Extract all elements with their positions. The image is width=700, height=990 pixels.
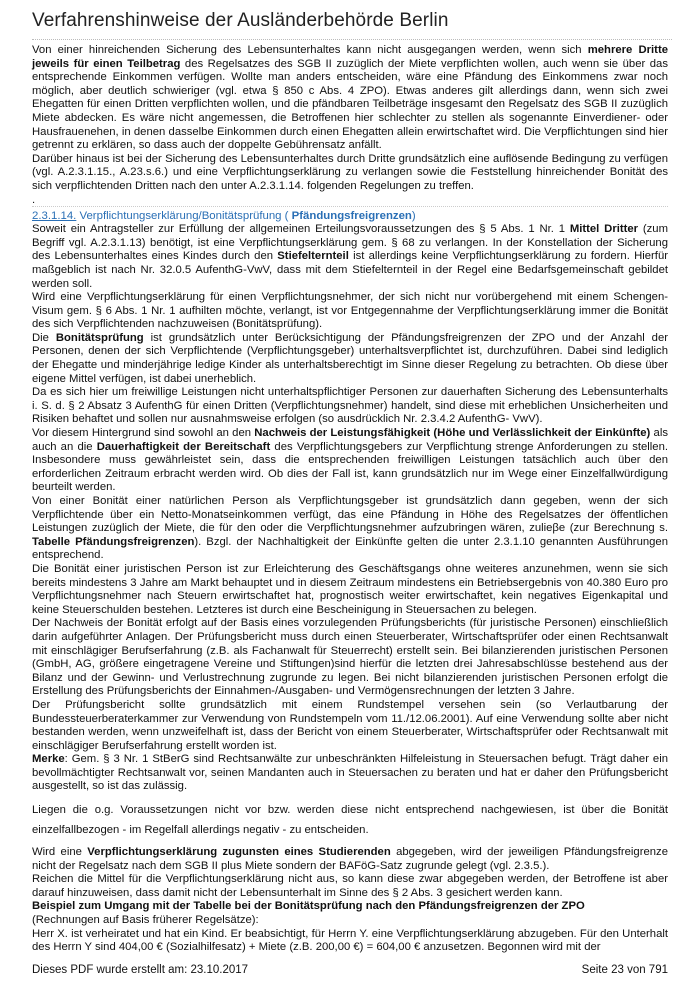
text-run: ). Bzgl. der Nachhaltigkeit der Einkünfte gelten die unter 2.3.1.10 genannten Ausführungen entsprechend.: [32, 535, 668, 562]
paragraph: Der Prüfungsbericht sollte grundsätzlich mit einem Rundstempel versehen sein (so Verlautbarung der Bundessteuerberaterkammer zur Verwendung von Rundstempeln vom 11./12.06.2001). Auf eine Verwendung sollte aber nicht bestanden werden, wenn unzweifelhaft ist, dass der Bericht von einem Steuerberater, Wirtschaftsprüfer oder Rechtsanwalt mit einschlägiger Berufserfahrung erstellt worden ist.: [32, 698, 668, 752]
text-run: (zum Begriff vgl. A.2.3.1.13) benötigt, ist eine Verpflichtungserklärung gem. § 68 zu verlangen. In der Konstellation der Sicherung des Lebensunterhaltes eines Kindes durch den: [32, 223, 668, 263]
footer-page-number: Seite 23 von 791: [581, 964, 668, 976]
bold-text: Bonitätsprüfung: [55, 331, 144, 344]
paragraph: Der Nachweis der Bonität erfolgt auf der Basis eines vorzulegenden Prüfungsberichts (für juristische Personen) einschließlich darin aufgeführter Anlagen. Der Prüfungsbericht muss durch einen Steuerberater, Wirtschaftsprüfer oder einen Rechtsanwalt mit einschlägiger Berufserfahrung (z.B. als Fachanwalt für Steuerrecht) erstellt sein. Bei bilanzierenden juristischen Personen (GmbH, AG, größere eingetragene Vereine und Stiftungen)sind hierfür die letzten drei Jahresabschlüsse bestehend aus der Bilanz und der Gewinn- und Verlustrechnung zugrunde zu legen. Bei nicht bilanzierenden juristischen Personen erfolgt die Erstellung des Prüfungsberichts der Einnahmen-/Ausgaben- und Vermögensrechnungen der letzten 3 Jahre.: [32, 617, 668, 698]
paragraph: Herr X. ist verheiratet und hat ein Kind. Er beabsichtigt, für Herrn Y. eine Verpflichtungserklärung abzugeben. Für den Unterhalt des Herrn Y sind 404,00 € (Sozialhilfesatz) + Miete (z.B. 200,00 €) = 604,00 € anzusetzen. Begonnen wird mit der: [32, 927, 668, 954]
section-title: Verpflichtungserklärung/Bonitätsprüfung (: [76, 209, 292, 222]
bold-text: Dauerhaftigkeit der Bereitschaft: [96, 440, 271, 453]
bold-text: Mittel Dritter: [569, 223, 639, 236]
text-run: Wird eine: [32, 846, 88, 859]
text-run: ist allerdings keine Verpflichtungserklärung zu fordern. Hierfür maßgeblich ist nach Nr. 32.0.5 AufenthG-VwV, dass mit dem Stiefelternteil in der Regel eine Bedarfsgemeinschaft gebildet werden soll.: [32, 250, 668, 290]
text-run: Soweit ein Antragsteller zur Erfüllung der allgemeinen Erteilungsvoraussetzungen des § 5 Abs. 1 Nr. 1: [32, 223, 570, 236]
paragraph: Darüber hinaus ist bei der Sicherung des Lebensunterhaltes durch Dritte grundsätzlich eine auflösende Bedingung zu verfügen (vgl. A.2.3.1.15., A.23.s.6.) und eine Verpflichtungserklärung zu verlangen sowie die Feststellung hinreichender Bonität des sich verpflichtenden Dritten nach den unter A.2.3.1.14. folgenden Regelungen zu treffen.: [32, 152, 668, 192]
paragraph: [32, 427, 668, 495]
section-number-link[interactable]: 2.3.1.14.: [32, 209, 77, 222]
text-run: Vor diesem Hintergrund sind sowohl an den: [32, 427, 255, 440]
text-run: abgegeben, wird der jeweiligen Pfändungsfreigrenze nicht der Regelsatz nach dem SGB II plus Miete sondern der BAFöG-Satz zugrunde gelegt (vgl. 2.3.5.).: [32, 846, 668, 872]
paragraph: [32, 332, 668, 386]
bold-text: Stiefelternteil: [277, 250, 349, 263]
paragraph: Da es sich hier um freiwillige Leistungen nicht unterhaltspflichtiger Personen zur dauerhaften Sicherung des Lebensunterhalts i. S. d. § 2 Absatz 3 AufenthG für einen Dritten (Verpflichtungsnehmer) handelt, sind diese mit erheblichen Unsicherheiten und Risiken behaftet und sollen nur ausnahmsweise erfolgen (so ausdrücklich Nr. 2.3.4.2 AufenthG- VwV).: [32, 386, 668, 426]
text-run: : Gem. § 3 Nr. 1 StBerG sind Rechtsanwälte zur unbeschränkten Hilfeleistung in Steuersachen befugt. Trägt daher ein bevollmächtigter Rechtsanwalt vor, seinen Mandanten auch in Steuersachen zu beraten und hat er daher den Prüfungsbericht ausgestellt, so ist das zulässig.: [32, 753, 668, 793]
text-run: des Verpflichtungsgebers zur Verpflichtung strenge Anforderungen zu stellen. Insbesondere muss gewährleistet sein, dass die entsprechenden freiwilligen Leistungen tatsächlich auch über den erforderlichen Zeitraum erbracht werden wird. Ob dies der Fall ist, kann grundsätzlich nur im Wege einer Einzelfallwürdigung beurteilt werden.: [32, 440, 668, 494]
bold-text: Tabelle Pfändungsfreigrenzen: [32, 535, 195, 548]
bold-text: Beispiel zum Umgang mit der Tabelle bei der Bonitätsprüfung nach den Pfändungsfreigrenzen der ZPO: [32, 900, 585, 913]
paragraph: [32, 900, 668, 914]
paragraph: [32, 753, 668, 794]
paragraph: Reichen die Mittel für die Verpflichtungserklärung nicht aus, so kann diese zwar abgegeben werden, der Betroffene ist aber darauf hinzuweisen, dass damit nicht der Lebensunterhalt im Sinne des § 2 Abs. 3 gesichert werden kann.: [32, 873, 668, 899]
paragraph: Die Bonität einer juristischen Person ist zur Erleichterung des Geschäftsgangs ohne weiteres anzunehmen, wenn sie sich bereits mindestens 3 Jahre am Markt behauptet und in diesem Zeitraum mindestens ein Betriebsergebnis von 40.380 Euro pro Verpflichtungsnehmer nach Steuern erwirtschaftet hat, prognostisch weiter erwirtschaftet, kein negatives Eigenkapital und keine Steuerschulden bestehen. Letzteres ist durch eine Bescheinigung in Steuersachen zu belegen.: [32, 562, 668, 616]
bold-text: Merke: [32, 753, 65, 766]
text-run: Von einer hinreichenden Sicherung des Lebensunterhaltes kann nicht ausgegangen werden, wenn sich: [32, 44, 588, 56]
text-run: Von einer Bonität einer natürlichen Person als Verpflichtungsgeber ist grundsätzlich dann gegeben, wenn der sich Verpflichtende über ein Netto-Monatseinkommen verfügt, das eine Pfändung in Höhe des Regelsatzes der öffentlichen Leistungen zuzüglich der Miete, die für den oder die Verpflichtungsnehmer aufzubringen wären, zulieβe (zur Berechnung s.: [32, 495, 668, 535]
paragraph: Liegen die o.g. Voraussetzungen nicht vor bzw. werden diese nicht entsprechend nachgewiesen, ist über die Bonität einzelfallbezogen - im Regelfall allerdings negativ - zu entscheiden.: [32, 804, 668, 837]
text-run: als auch an die: [32, 427, 668, 453]
paragraph: (Rechnungen auf Basis früherer Regelsätze):: [32, 914, 259, 927]
section-heading: [32, 206, 668, 224]
bold-text: Nachweis der Leistungsfähigkeit (Höhe und Verlässlichkeit der Einkünfte): [254, 427, 651, 440]
text-run: Die: [32, 331, 56, 344]
section-title-bold: Pfändungsfreigrenzen: [291, 209, 412, 222]
paragraph: [32, 44, 668, 153]
paragraph: [32, 223, 668, 291]
document-body: [32, 44, 668, 955]
bold-text: Verpflichtungserklärung zugunsten eines Studierenden: [87, 846, 391, 859]
paragraph: [32, 846, 668, 873]
footer-created-date: Dieses PDF wurde erstellt am: 23.10.2017: [32, 964, 249, 976]
text-run: des Regelsatzes des SGB II zuzüglich der Miete verpflichten wollen, auch wenn sie über das entsprechende Einkommen verfügen. Wollte man anders entscheiden, wäre eine Pfändung des Einkommens zwar noch möglich, aber deutlich schwieriger (vgl. etwa § 850 c Abs. 4 ZPO). Etwas anderes gilt allerdings dann, wenn sich zwei Ehegatten für einen Dritten verpflichten wollen, und die pfändbaren Teilbeträge insgesamt den Regelsatz des SGB II zuzüglich Miete abdecken. Es wäre nicht angemessen, die Betroffenen hier schlechter zu stellen als sogenannte Einverdiener- oder Hausfrauenehen, in denen dasselbe Einkommen durch einen Ehegatten allein erwirtschaftet wird. Die Verpflichtungen sind hier getrennt zu erklären, so dass auch der doppelte Gebührensatz anfällt.: [32, 57, 668, 152]
section-title-end: ): [411, 209, 416, 222]
text-run: ist grundsätzlich unter Berücksichtigung der Pfändungsfreigrenzen der ZPO und der Anzahl der Personen, denen der sich Verpflichtende (Verpflichtungsgeber) unterhaltsverpflichtet ist, durchzuführen. Dabei sind lediglich der Ehegatte und minderjährige ledige Kinder als unterhaltsberechtigt im Sinne dieser Regelung zu betrachten. Ob diese über eigene Mittel verfügen, ist dabei unerheblich.: [32, 331, 668, 385]
paragraph: Wird eine Verpflichtungserklärung für einen Verpflichtungsnehmer, der sich nicht nur vorübergehend mit einem Schengen-Visum gem. § 6 Abs. 1 Nr. 1 aufhilten möchte, verlangt, ist vor Entgegennahme der Verpflichtungserklärung immer die Bonität des sich Verpflichtenden nachzuweisen (Bonitätsprüfung).: [32, 291, 668, 331]
separator-dot: .: [32, 193, 36, 206]
bold-text: mehrere Dritte jeweils für einen Teilbetrag: [32, 44, 668, 70]
paragraph: [32, 495, 668, 563]
page-title: Verfahrenshinweise der Ausländerbehörde Berlin: [32, 10, 672, 40]
